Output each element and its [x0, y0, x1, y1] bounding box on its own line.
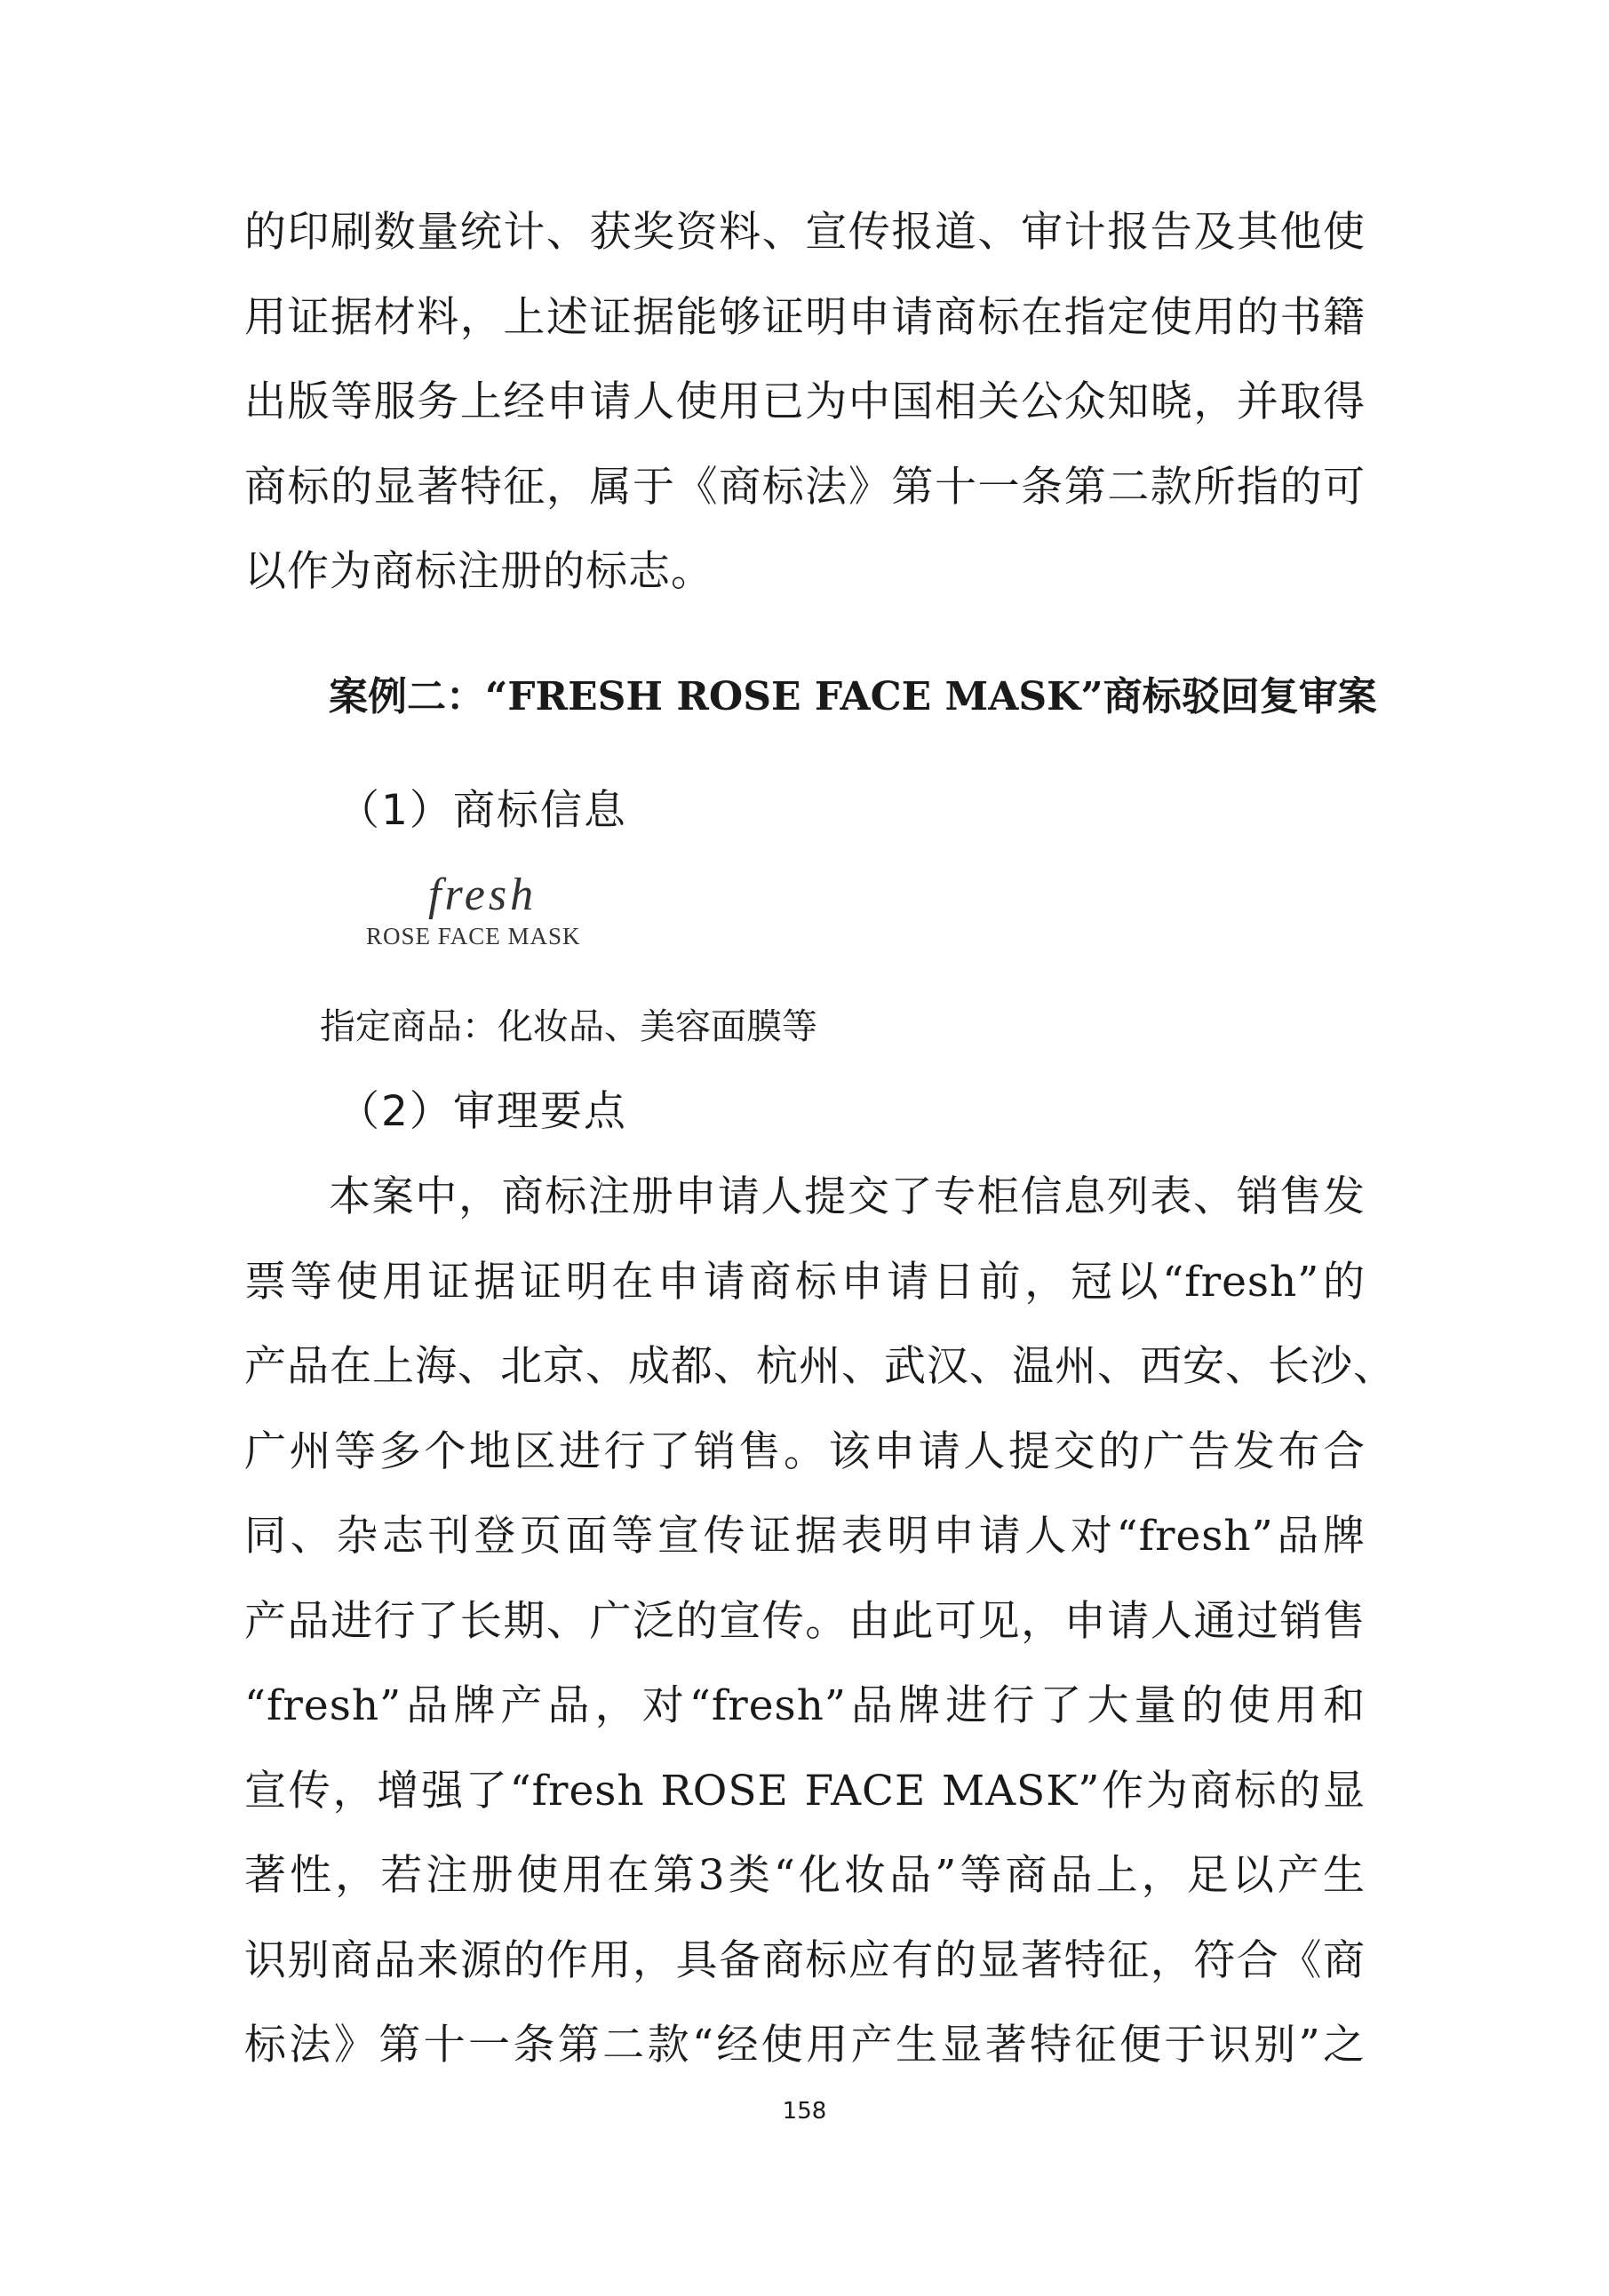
page-number: 158	[782, 2098, 827, 2125]
analysis-line: 著性，若注册使用在第3类“化妆品”等商品上，足以产生	[244, 1851, 1366, 1900]
analysis-line: 产品在上海、北京、成都、杭州、武汉、温州、西安、长沙、	[244, 1342, 1396, 1391]
analysis-line: 标法》第十一条第二款“经使用产生显著特征便于识别”之	[244, 2021, 1366, 2070]
section-1-heading: （1）商标信息	[338, 786, 627, 835]
intro-line: 出版等服务上经申请人使用已为中国相关公众知晓，并取得	[244, 377, 1366, 426]
analysis-line: 票等使用证据证明在申请商标申请日前，冠以“fresh”的	[244, 1258, 1366, 1307]
intro-line: 用证据材料，上述证据能够证明申请商标在指定使用的书籍	[244, 293, 1366, 342]
trademark-subtitle: ROSE FACE MASK	[366, 923, 581, 949]
case-title: 案例二：“FRESH ROSE FACE MASK”商标驳回复审案	[329, 674, 1377, 719]
trademark-logo	[366, 870, 597, 959]
analysis-line: 同、杂志刊登页面等宣传证据表明申请人对“fresh”品牌	[244, 1512, 1366, 1561]
intro-line: 以作为商标注册的标志。	[244, 547, 713, 596]
section-2-heading: （2）审理要点	[338, 1087, 627, 1136]
analysis-line: 宣传，增强了“fresh ROSE FACE MASK”作为商标的显	[244, 1767, 1366, 1815]
analysis-line: 本案中，商标注册申请人提交了专柜信息列表、销售发	[329, 1172, 1366, 1221]
analysis-line: 产品进行了长期、广泛的宣传。由此可见，申请人通过销售	[244, 1597, 1366, 1646]
designated-goods: 指定商品：化妆品、美容面膜等	[320, 1006, 817, 1047]
analysis-line: 广州等多个地区进行了销售。该申请人提交的广告发布合	[244, 1427, 1366, 1476]
intro-line: 的印刷数量统计、获奖资料、宣传报道、审计报告及其他使	[244, 208, 1366, 257]
analysis-line: “fresh”品牌产品，对“fresh”品牌进行了大量的使用和	[244, 1681, 1366, 1730]
analysis-line: 识别商品来源的作用，具备商标应有的显著特征，符合《商	[244, 1936, 1366, 1985]
trademark-word: fresh	[428, 870, 538, 920]
intro-line: 商标的显著特征，属于《商标法》第十一条第二款所指的可	[244, 463, 1366, 512]
